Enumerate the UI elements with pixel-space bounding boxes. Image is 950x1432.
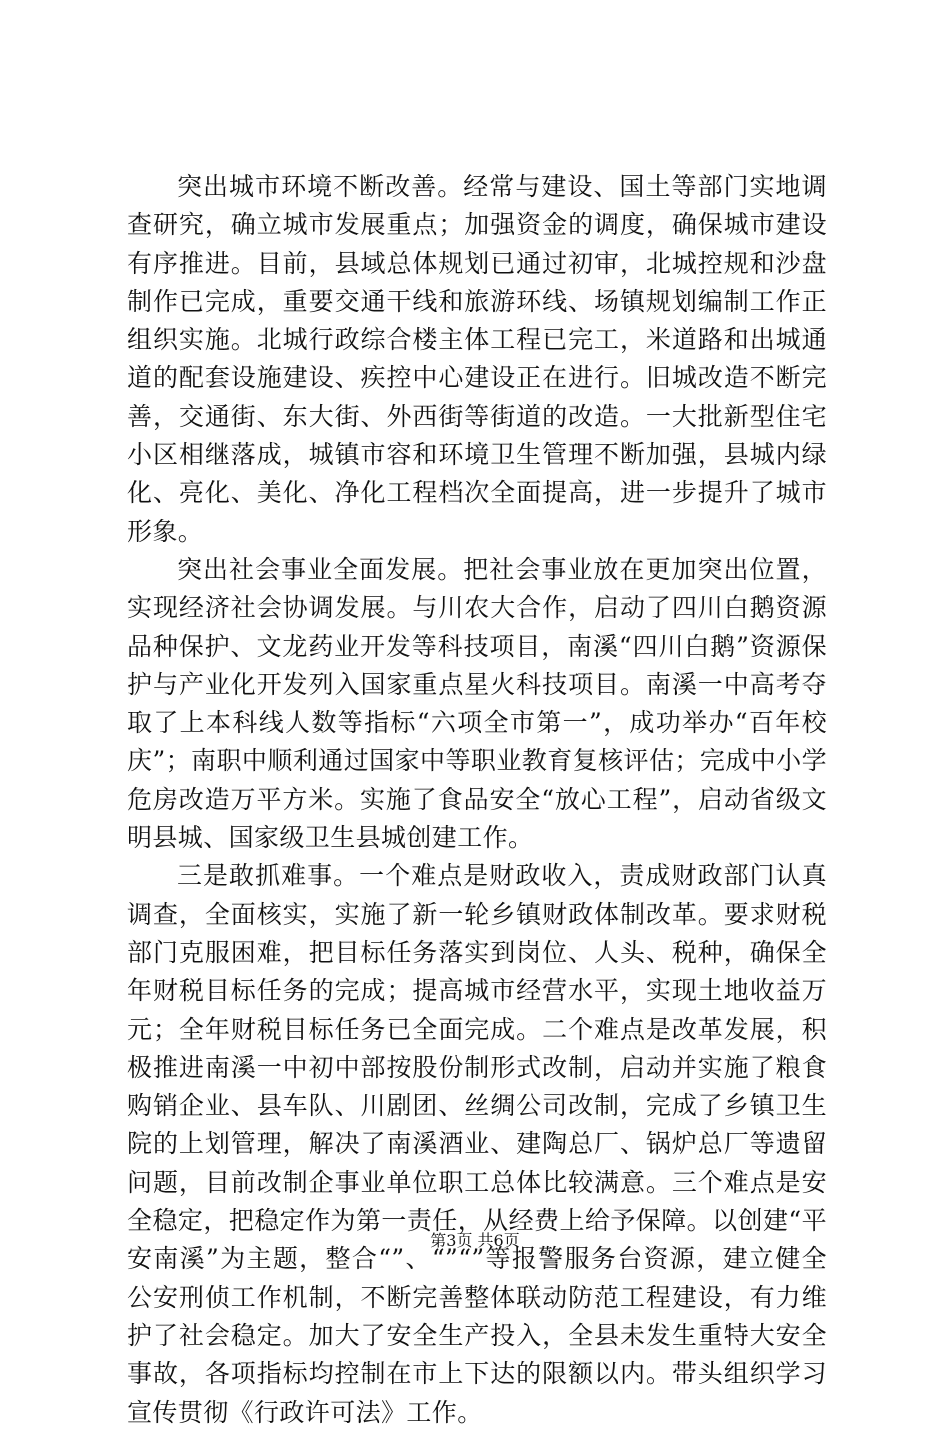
paragraph-difficult-tasks: 三是敢抓难事。一个难点是财政收入，责成财政部门认真调查，全面核实，实施了新一轮乡镇财政体制改革。要求财税部门克服困难，把目标任务落实到岗位、人头、税种，确保全年财税目标任务的完成；提高城市经营水平，实现土地收益万元；全年财税目标任务已全面完成。二个难点是改革发展，积极推进南溪一中初中部按股份制形式改制，启动并实施了粮食购销企业、县车队、川剧团、丝绸公司改制，完成了乡镇卫生院的上划管理，解决了南溪酒业、建陶总厂、锅炉总厂等遗留问题，目前改制企事业单位职工总体比较满意。三个难点是安全稳定，把稳定作为第一责任，从经费上给予保障。以创建“平安南溪”为主题，整合“”、“”“”等报警服务台资源，建立健全公安刑侦工作机制，不断完善整体联动防范工程建设，有力维护了社会稳定。加大了安全生产投入，全县未发生重特大安全事故，各项指标均控制在市上下达的限额以内。带头组织学习宣传贯彻《行政许可法》工作。 — [127, 861, 827, 1427]
paragraph-urban-environment: 突出城市环境不断改善。经常与建设、国土等部门实地调查研究，确立城市发展重点；加强资金的调度，确保城市建设有序推进。目前，县域总体规划已通过初审，北城控规和沙盘制作已完成，重要交通干线和旅游环线、场镇规划编制工作正组织实施。北城行政综合楼主体工程已完工，米道路和出城通道的配套设施建设、疾控中心建设正在进行。旧城改造不断完善，交通街、东大街、外西街等街道的改造。一大批新型住宅小区相继落成，城镇市容和环境卫生管理不断加强，县城内绿化、亮化、美化、净化工程档次全面提高，进一步提升了城市形象。 — [127, 172, 827, 546]
page-footer: 第3页 共6页 — [430, 1231, 520, 1250]
paragraph-social-development: 突出社会事业全面发展。把社会事业放在更加突出位置，实现经济社会协调发展。与川农大合作，启动了四川白鹅资源品种保护、文龙药业开发等科技项目，南溪“四川白鹅”资源保护与产业化开发列入国家重点星火科技项目。南溪一中高考夺取了上本科线人数等指标“六项全市第一”，成功举办“百年校庆”；南职中顺利通过国家中等职业教育复核评估；完成中小学危房改造万平方米。实施了食品安全“放心工程”，启动省级文明县城、国家级卫生县城创建工作。 — [127, 554, 827, 853]
